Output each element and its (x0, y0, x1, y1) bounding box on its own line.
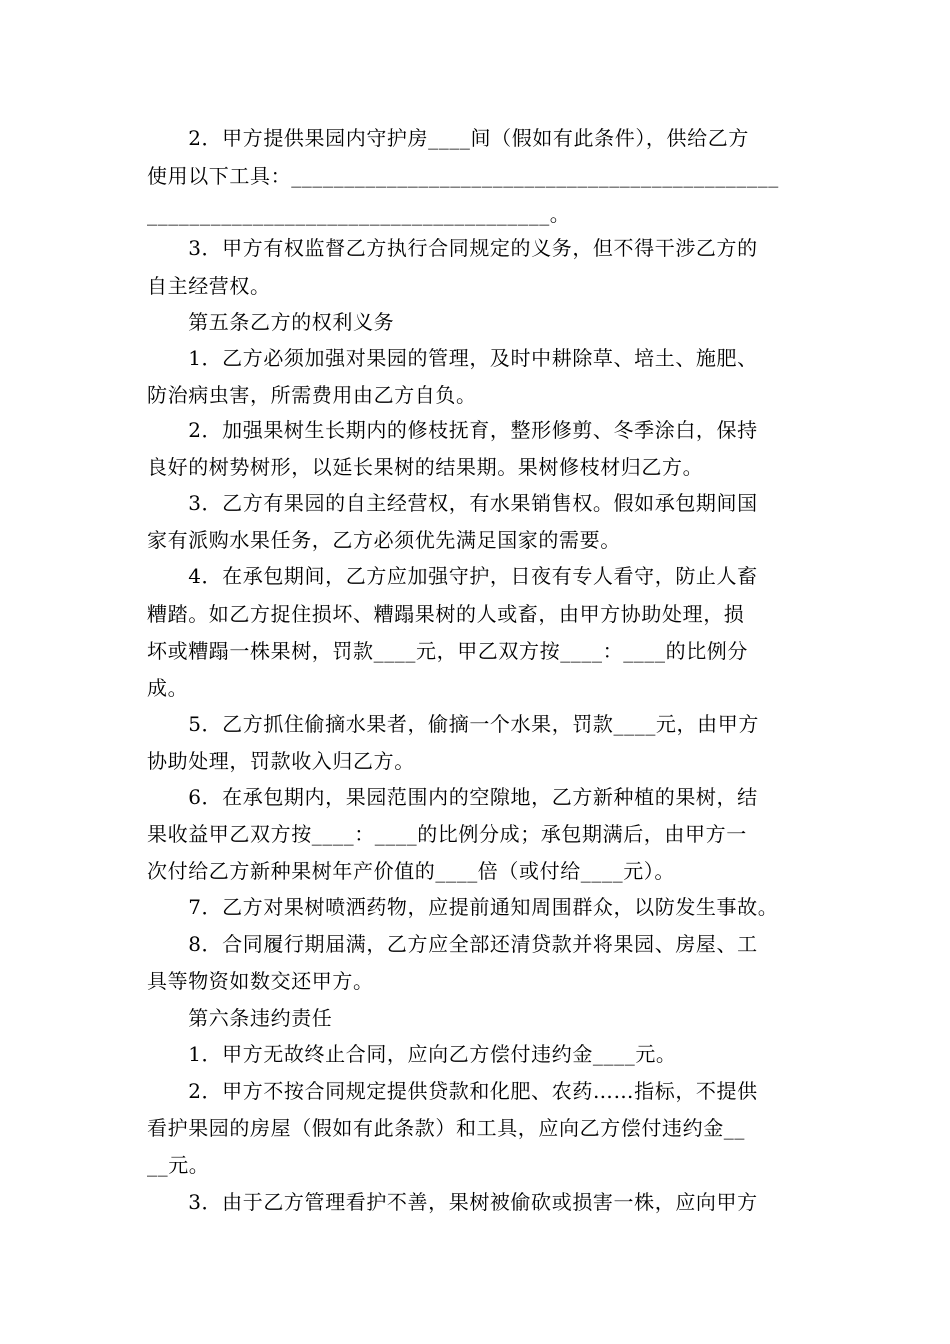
text-line: 2．加强果树生长期内的修枝抚育，整形修剪、冬季涂白，保持 (147, 418, 758, 442)
text-line: __元。 (147, 1153, 210, 1177)
text-line: 3．由于乙方管理看护不善，果树被偷砍或损害一株，应向甲方 (147, 1190, 758, 1214)
text-line: 良好的树势树形，以延长果树的结果期。果树修枝材归乙方。 (147, 455, 704, 479)
text-line: 1．甲方无故终止合同，应向乙方偿付违约金____元。 (147, 1042, 677, 1066)
text-line: 防治病虫害，所需费用由乙方自负。 (147, 383, 477, 407)
text-line: ______________________________________。 (147, 202, 571, 226)
text-line: 使用以下工具：______________________________________________ (147, 164, 779, 188)
text-line: 协助处理，罚款收入归乙方。 (147, 749, 415, 773)
text-line: 7．乙方对果树喷洒药物，应提前通知周围群众，以防发生事故。 (147, 895, 779, 919)
text-line: 2．甲方提供果园内守护房____间（假如有此条件），供给乙方 (147, 126, 749, 150)
text-line: 成。 (147, 676, 189, 700)
text-line: 8．合同履行期届满，乙方应全部还清贷款并将果园、房屋、工 (147, 932, 758, 956)
section-heading: 第五条乙方的权利义务 (147, 310, 395, 334)
text-line: 1．乙方必须加强对果园的管理，及时中耕除草、培土、施肥、 (147, 346, 758, 370)
text-line: 次付给乙方新种果树年产价值的____倍（或付给____元）。 (147, 859, 675, 883)
section-heading: 第六条违约责任 (147, 1006, 333, 1030)
text-line: 3．甲方有权监督乙方执行合同规定的义务，但不得干涉乙方的 (147, 236, 758, 260)
text-line: 5．乙方抓住偷摘水果者，偷摘一个水果，罚款____元，由甲方 (147, 712, 759, 736)
text-line: 糟踏。如乙方捉住损坏、糟蹋果树的人或畜，由甲方协助处理，损 (147, 602, 745, 626)
text-line: 看护果园的房屋（假如有此条款）和工具，应向乙方偿付违约金__ (147, 1116, 745, 1140)
text-line: 3．乙方有果园的自主经营权，有水果销售权。假如承包期间国 (147, 491, 758, 515)
text-line: 4．在承包期间，乙方应加强守护，日夜有专人看守，防止人畜 (147, 564, 758, 588)
text-line: 果收益甲乙双方按____：____的比例分成；承包期满后，由甲方一 (147, 822, 747, 846)
text-line: 2．甲方不按合同规定提供贷款和化肥、农药……指标，不提供 (147, 1079, 758, 1103)
text-line: 自主经营权。 (147, 274, 271, 298)
text-line: 具等物资如数交还甲方。 (147, 969, 374, 993)
text-line: 6．在承包期内，果园范围内的空隙地，乙方新种植的果树，结 (147, 785, 758, 809)
text-line: 坏或糟蹋一株果树，罚款____元，甲乙双方按____：____的比例分 (147, 639, 748, 663)
text-line: 家有派购水果任务，乙方必须优先满足国家的需要。 (147, 528, 621, 552)
